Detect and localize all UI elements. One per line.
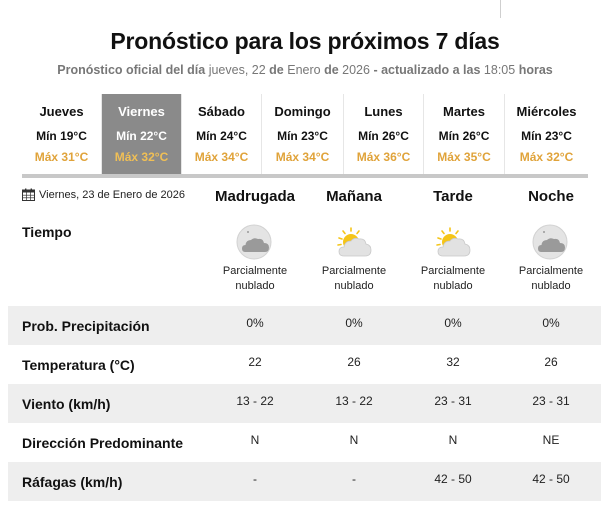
day-min-temp: Mín 24°C (196, 129, 247, 143)
cell-manana: N (349, 433, 359, 447)
subtitle-time: 18:05 (483, 63, 516, 77)
cell-manana: 0% (345, 316, 363, 330)
period-tarde: Tarde (433, 188, 473, 205)
period-madrugada: Madrugada (214, 188, 295, 205)
cell-manana: - (352, 472, 356, 486)
row-label: Temperatura (°C) (22, 356, 135, 373)
weather-desc-line2: nublado (531, 280, 571, 292)
table-row-temperature (8, 345, 601, 384)
subtitle-de2: de (324, 63, 339, 77)
page-title: Pronóstico para los próximos 7 días (110, 28, 500, 54)
day-max-temp: Máx 36°C (356, 150, 411, 164)
day-tab-miercoles[interactable] (505, 94, 588, 174)
weather-desc-line2: nublado (433, 280, 473, 292)
weather-desc-line1: Parcialmente (222, 265, 288, 277)
day-max-temp: Máx 32°C (519, 150, 574, 164)
day-name: Viernes (118, 104, 165, 119)
subtitle-updated-label: - actualizado a las (373, 63, 481, 77)
cell-manana: 13 - 22 (335, 394, 373, 408)
top-divider (500, 0, 501, 18)
table-row-precipitation (8, 306, 601, 345)
day-min-temp: Mín 23°C (277, 129, 328, 143)
subtitle-month: Enero (287, 63, 321, 77)
table-row-gusts (8, 462, 601, 501)
day-name: Miércoles (516, 104, 577, 119)
day-tab-lunes[interactable] (344, 94, 424, 174)
day-tab-martes[interactable] (424, 94, 505, 174)
day-partly-cloudy-icon (433, 224, 473, 260)
day-partly-cloudy-icon (334, 224, 374, 260)
weather-desc-line1: Parcialmente (518, 265, 584, 277)
selected-date (22, 188, 185, 201)
cell-noche: 26 (544, 355, 558, 369)
cell-madrugada: N (250, 433, 260, 447)
day-max-temp: Máx 35°C (437, 150, 491, 164)
cell-noche: 42 - 50 (532, 472, 570, 486)
day-tab-viernes[interactable] (102, 94, 182, 174)
subtitle-weekday: jueves, 22 (208, 63, 266, 77)
cell-noche: 0% (542, 316, 560, 330)
day-min-temp: Mín 26°C (358, 129, 409, 143)
weather-desc-line1: Parcialmente (420, 265, 486, 277)
weather-tarde (403, 224, 503, 294)
day-name: Martes (443, 104, 485, 119)
day-min-temp: Mín 19°C (36, 129, 87, 143)
cell-tarde: 0% (444, 316, 462, 330)
row-label: Ráfagas (km/h) (22, 473, 123, 490)
subtitle-de1: de (269, 63, 284, 77)
day-min-temp: Mín 23°C (521, 129, 572, 143)
subtitle-year: 2026 (342, 63, 370, 77)
day-tabs (22, 94, 588, 178)
day-min-temp: Mín 26°C (438, 129, 490, 143)
subtitle-prefix: Pronóstico oficial del día (57, 63, 206, 77)
day-max-temp: Máx 32°C (114, 150, 169, 164)
cell-tarde: 23 - 31 (434, 394, 472, 408)
weather-manana (304, 224, 404, 294)
cell-manana: 26 (347, 355, 361, 369)
day-name: Sábado (198, 104, 245, 119)
cell-tarde: 42 - 50 (434, 472, 472, 486)
forecast-subtitle (0, 63, 610, 77)
row-label: Prob. Precipitación (22, 317, 150, 334)
row-label: Dirección Predominante (22, 434, 184, 451)
row-label: Viento (km/h) (22, 395, 111, 412)
weather-desc-line1: Parcialmente (321, 265, 387, 277)
period-noche: Noche (528, 188, 574, 205)
weather-row-label: Tiempo (22, 224, 72, 240)
cell-madrugada: 22 (248, 355, 262, 369)
subtitle-hours-label: horas (518, 63, 553, 77)
table-row-wind-direction (8, 423, 601, 462)
cell-madrugada: 0% (246, 316, 264, 330)
cell-madrugada: - (253, 472, 257, 486)
day-max-temp: Máx 34°C (194, 150, 249, 164)
night-partly-cloudy-icon (235, 224, 275, 260)
period-manana: Mañana (326, 188, 382, 205)
weather-madrugada (205, 224, 305, 294)
forecast-table (8, 306, 601, 501)
night-partly-cloudy-icon (531, 224, 571, 260)
day-tab-sabado[interactable] (182, 94, 262, 174)
weather-desc-line2: nublado (334, 280, 374, 292)
weather-desc-line2: nublado (235, 280, 275, 292)
cell-madrugada: 13 - 22 (236, 394, 274, 408)
weather-noche (501, 224, 601, 294)
cell-tarde: N (448, 433, 458, 447)
calendar-icon (22, 188, 35, 201)
day-tab-domingo[interactable] (262, 94, 344, 174)
table-row-wind (8, 384, 601, 423)
cell-noche: NE (542, 433, 560, 447)
day-name: Lunes (364, 104, 403, 119)
day-max-temp: Máx 31°C (34, 150, 89, 164)
selected-date-text: Viernes, 23 de Enero de 2026 (39, 188, 185, 201)
day-min-temp: Mín 22°C (116, 129, 167, 143)
cell-tarde: 32 (446, 355, 460, 369)
day-tab-jueves[interactable] (22, 94, 102, 174)
cell-noche: 23 - 31 (532, 394, 570, 408)
day-max-temp: Máx 34°C (275, 150, 330, 164)
day-name: Jueves (39, 104, 84, 119)
day-name: Domingo (274, 104, 331, 119)
